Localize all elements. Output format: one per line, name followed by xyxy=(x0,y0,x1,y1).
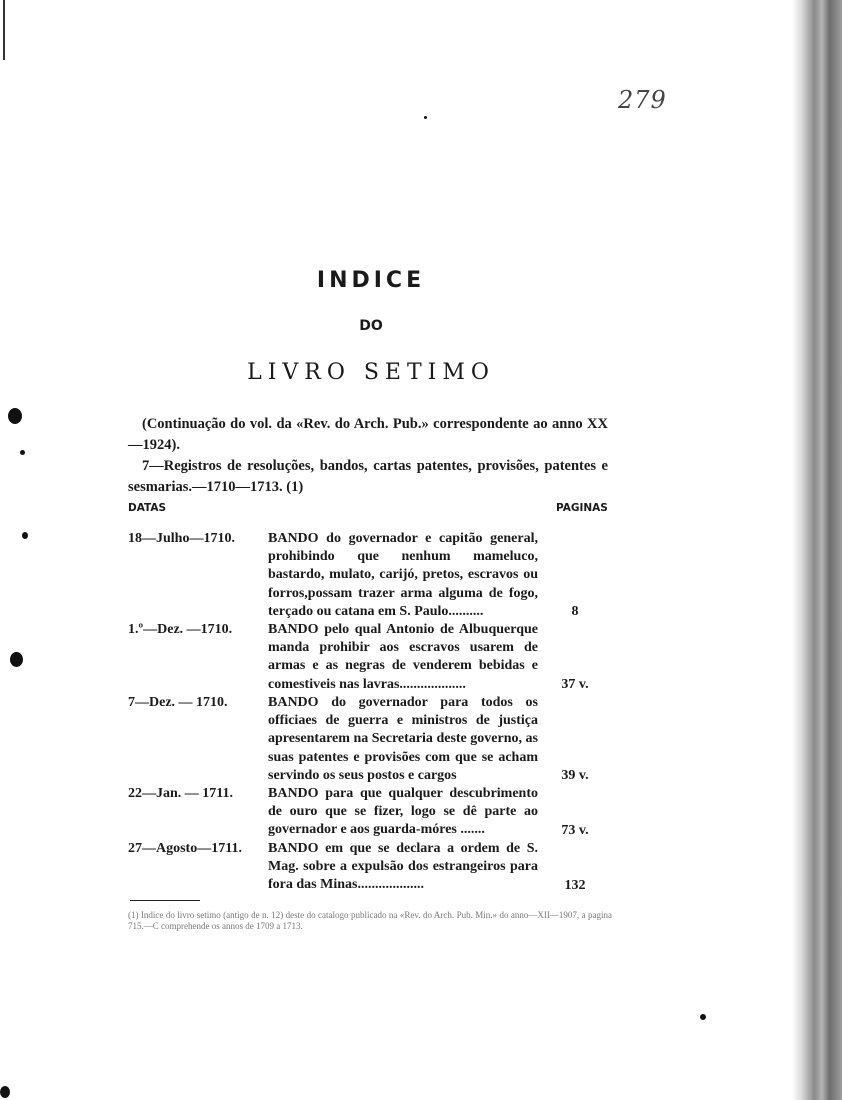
entry-page xyxy=(538,694,618,785)
entry-page-number: 73 v. xyxy=(561,822,589,838)
entry-date: 1.º—Dez. —1710. xyxy=(128,622,233,637)
entry-page-number: 39 v. xyxy=(561,767,589,783)
index-entry xyxy=(128,840,618,895)
entry-page xyxy=(538,840,618,895)
footnote-separator xyxy=(130,900,200,901)
footnote: (1) Indice do livro setimo (antigo de n. 12) deste do catalogo publicado na «Rev. do Arch. Pub. Min.» do anno—XII—1907, a pagina 715.—C comprehende os annos de 1709 a 1713. xyxy=(128,910,612,931)
entry-page xyxy=(538,530,618,621)
entry-text: BANDO pelo qual Antonio de Albuquerque manda prohibir aos escravos usarem de armas e as negras de venderem bebidas e comestiveis nas lavras................... xyxy=(268,622,538,692)
index-entry xyxy=(128,530,618,621)
index-entry xyxy=(128,621,618,694)
page-edge-shadow xyxy=(792,0,842,1100)
scan-speck xyxy=(700,1014,706,1020)
entry-page xyxy=(538,621,618,694)
scan-speck xyxy=(10,652,23,667)
column-header-pages: PAGINAS xyxy=(556,502,608,514)
index-entry xyxy=(128,694,618,785)
scan-speck xyxy=(22,532,28,539)
entry-text: BANDO em que se declara a ordem de S. Mag. sobre a expulsão dos estrangeiros para fora das Minas................... xyxy=(268,841,538,893)
entry-date: 18—Julho—1710. xyxy=(128,531,235,546)
entry-date: 27—Agosto—1711. xyxy=(128,841,242,856)
column-header-dates: DATAS xyxy=(128,502,167,514)
intro-paragraph: (Continuação do vol. da «Rev. do Arch. Pub.» correspondente ao anno XX—1924). xyxy=(128,416,608,453)
entry-page-number: 8 xyxy=(571,603,579,619)
entry-page xyxy=(538,785,618,840)
scan-speck xyxy=(0,1086,10,1098)
index-subtitle-do: DO xyxy=(359,318,383,334)
scan-speck xyxy=(8,408,22,424)
entry-date: 22—Jan. — 1711. xyxy=(128,786,234,801)
index-entries xyxy=(128,530,618,895)
intro-paragraph: 7—Registros de resoluções, bandos, cartas patentes, provisões, patentes e sesmarias.—1710—1713. (1) xyxy=(128,458,608,495)
index-title: INDICE xyxy=(316,268,426,293)
left-margin-line xyxy=(3,0,5,60)
handwritten-page-number: 279 xyxy=(618,86,667,114)
book-title: LIVRO SETIMO xyxy=(247,360,495,385)
entry-page-number: 37 v. xyxy=(561,676,589,692)
entry-page-number: 132 xyxy=(564,877,586,893)
index-entry xyxy=(128,785,618,840)
entry-date: 7—Dez. — 1710. xyxy=(128,695,228,710)
entry-text: BANDO do governador para todos os officiaes de guerra e ministros de justiça apresentarem na Secretaria deste governo, as suas patentes e provisões com que se acham servindo os seus postos e cargos xyxy=(268,695,538,783)
entry-text: BANDO para que qualquer descubrimento de ouro que se fizer, logo se dê parte ao governador e aos guarda-móres ....... xyxy=(268,786,538,838)
scan-speck xyxy=(20,450,25,455)
scan-speck xyxy=(424,116,427,119)
entry-text: BANDO do governador e capitão general, prohibindo que nenhum mameluco, bastardo, mulato, carijó, pretos, escravos ou forros,possam trazer arma alguma de fogo, terçado ou catana em S. Paulo.......... xyxy=(268,531,538,619)
